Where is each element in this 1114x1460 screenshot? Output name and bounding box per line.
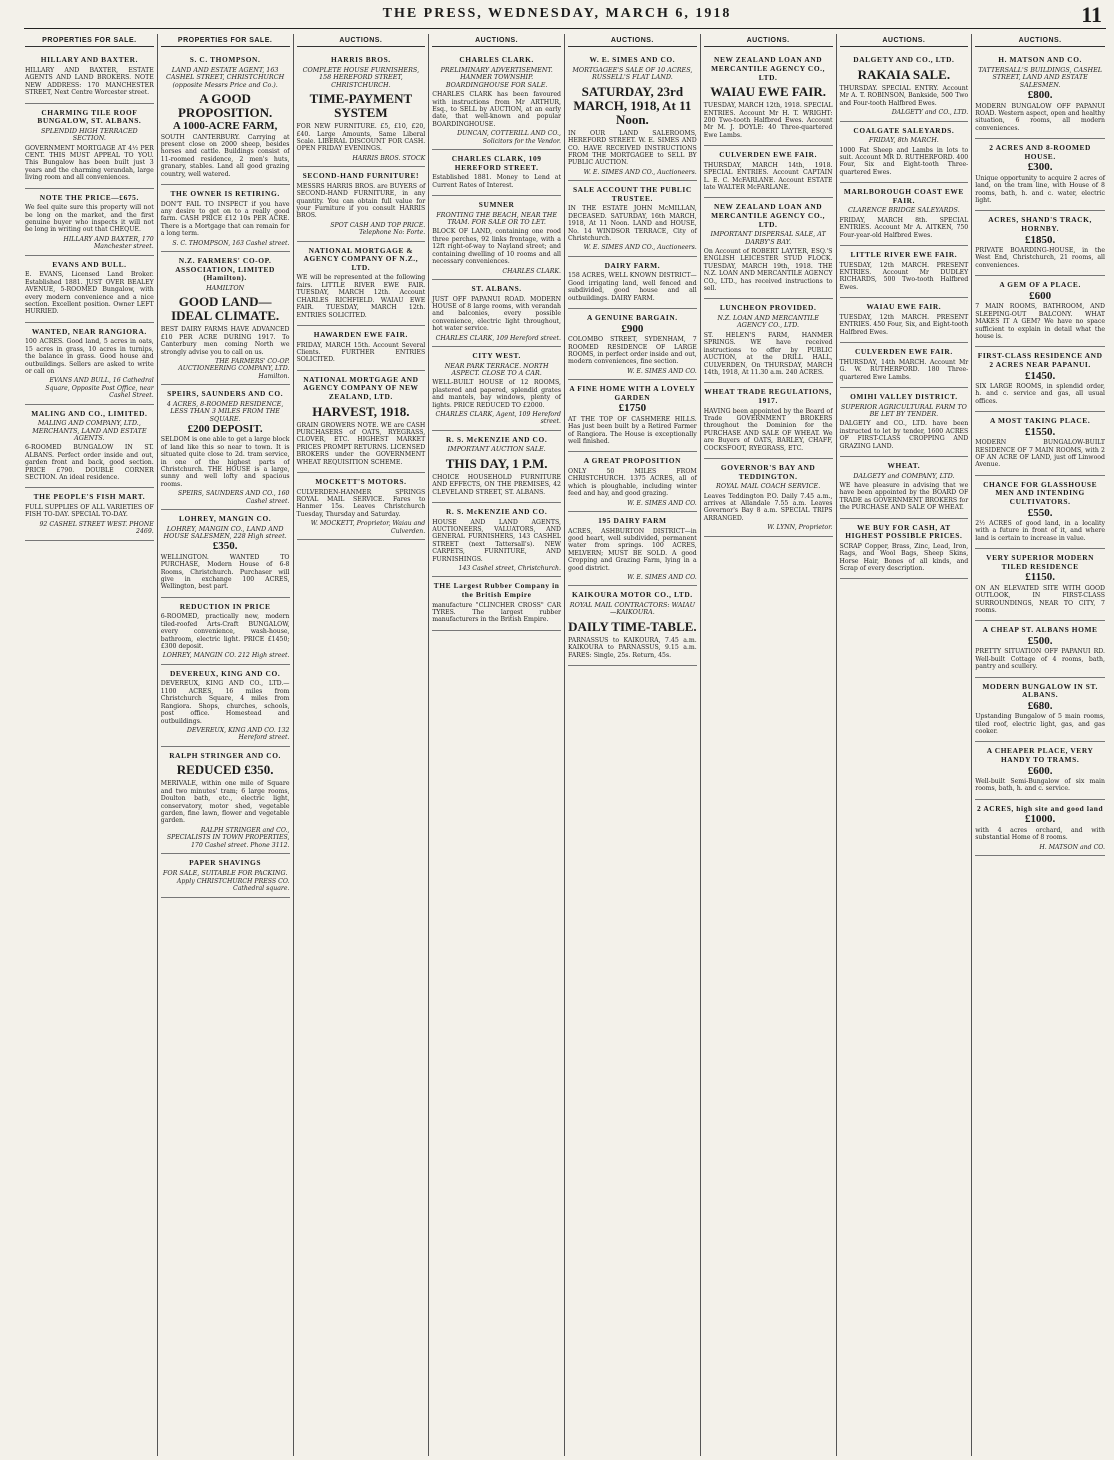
ad-heading: MOCKETT'S MOTORS. <box>315 476 407 486</box>
ad-heading: FIRST-CLASS RESIDENCE AND 2 ACRES NEAR PAPANUI. <box>977 351 1103 369</box>
ad-heading: HAWARDEN EWE FAIR. <box>313 329 408 339</box>
ad-display-line: GOOD LAND—IDEAL CLIMATE. <box>171 294 280 324</box>
ad-signature: LOHREY, MANGIN CO. 212 High street. <box>162 652 290 660</box>
column-4 <box>429 34 565 1456</box>
ad-heading: LUNCHEON PROVIDED. <box>719 303 817 313</box>
ad-subheading: DALGETY and COMPANY, LTD. <box>853 471 955 480</box>
ad-subheading: FRIDAY, 8th MARCH. <box>868 136 939 145</box>
ad-signature: DALGETY and CO., LTD. <box>891 109 969 117</box>
ad-body-text: On Account of ROBERT LAYTER, ESQ.'S ENGLISH LEICESTER STUD FLOCK. TUESDAY, MARCH 19th, 1918. THE N.Z. LOAN AND MERCANTILE AGENCY CO., LTD., has received instructions to sell. <box>703 248 833 293</box>
ad-subheading: CLARENCE BRIDGE SALEYARDS. <box>848 206 960 215</box>
ad-subheading: NEAR PARK TERRACE. NORTH ASPECT. CLOSE TO A CAR. <box>444 361 549 377</box>
ad-price: £200 DEPOSIT. <box>187 422 263 435</box>
ad-display-line: THIS DAY, 1 P.M. <box>445 455 548 471</box>
ad-body-text: HOUSE AND LAND AGENTS, AUCTIONEERS, VALUATORS, AND GENERAL FURNISHERS, 143 CASHEL STREET (next Tattersall's). NEW CARPETS, FURNITURE, AND FURNISHINGS. <box>432 518 561 563</box>
ad-heading: LITTLE RIVER EWE FAIR. <box>850 250 958 260</box>
ad-body-text: SCRAP Copper, Brass, Zinc, Lead, Iron, Rags, and Wool Bags, Sheep Skins, Horse Hair, Bones of all kinds, and Scrap of every description. <box>839 542 969 572</box>
ad-body-text: We feel quite sure this property will not be long on the market, and the first genuine buyer who inspects it will not be long in writing out that CHEQUE. <box>25 204 154 234</box>
ad-signature: THE FARMERS' CO-OP. AUCTIONEERING COMPANY, LTD. Hamilton. <box>178 357 290 380</box>
ad-subheading: MALING AND COMPANY, LTD., MERCHANTS, LAND AND ESTATE AGENTS. <box>32 419 147 442</box>
ad-display-line: A GOOD PROPOSITION. <box>177 91 273 121</box>
ad-price: £800. <box>1027 89 1053 102</box>
ad-price: £1450. <box>1025 369 1056 382</box>
ad-signature: W. MOCKETT, Proprietor, Waiau and Culverden. <box>310 520 426 535</box>
ad-body-text: MODERN BUNGALOW-BUILT RESIDENCE OF 7 MAIN ROOMS, with 2 OF AN ACRE OF LAND, just off Linwood Avenue. <box>975 439 1105 469</box>
ad-heading: MARLBOROUGH COAST EWE FAIR. <box>843 187 964 205</box>
advertisement <box>432 51 561 150</box>
advertisement <box>568 380 697 452</box>
advertisement <box>704 198 833 299</box>
ad-display-line: TIME-PAYMENT SYSTEM <box>309 91 413 121</box>
column-3 <box>294 34 430 1456</box>
ad-body-text: WE have pleasure in advising that we have been appointed by the BOARD OF TRADE as GOVERNMENT BROKERS for the PURCHASE AND SALE OF WHEAT. <box>839 481 969 512</box>
advertisement <box>975 800 1105 856</box>
ad-body-text: with 4 acres orchard, and with substantial Home of 8 rooms. <box>975 826 1105 842</box>
ad-heading: R. S. McKENZIE AND CO. <box>445 434 548 444</box>
ad-subheading: FOR SALE, SUITABLE FOR PACKING. <box>162 868 288 877</box>
advertisement <box>432 347 561 431</box>
advertisement <box>432 577 561 630</box>
ad-heading: 2 ACRES, high site and good land <box>977 803 1104 813</box>
ad-body-text: WELLINGTON. WANTED TO PURCHASE, Modern House of 6-8 Rooms, Christchurch. Purchaser will give in exchange 100 ACRES, Wellington, best part. <box>160 553 290 591</box>
ad-signature: 92 CASHEL STREET WEST. PHONE 2469. <box>39 520 154 536</box>
advertisement <box>975 51 1105 139</box>
ad-signature: H. MATSON and CO. <box>1039 843 1105 851</box>
ad-heading: CHANCE FOR GLASSHOUSE MEN AND INTENDING CULTIVATORS. <box>983 479 1098 506</box>
advertisement <box>568 512 697 586</box>
advertisement <box>975 476 1105 549</box>
ad-price: £300. <box>1027 161 1053 174</box>
column-heading: AUCTIONS. <box>568 34 697 47</box>
ad-heading: COALGATE SALEYARDS. <box>853 125 955 135</box>
ad-body-text: THURSDAY. SPECIAL ENTRY. Account Mr A. T. ROBINSON, Bankside, 500 Two and Four-tooth Halfbred Ewes. <box>839 85 969 107</box>
ad-body-text: GOVERNMENT MORTGAGE AT 4½ PER CENT. THIS MUST APPEAL TO YOU. This Bungalow has been built just 3 years and the charming verandah, large living room and all conveniences. <box>25 144 154 182</box>
ad-body-text: BLOCK OF LAND, containing one rood three perches, 92 links frontage, with a 12ft right-of-way to Nayland street; and containing dwelling of 10 rooms and all necessary conveniences. <box>432 228 561 266</box>
column-heading: PROPERTIES FOR SALE. <box>25 34 154 47</box>
ad-heading: WHEAT. <box>887 460 921 470</box>
ad-heading: A FINE HOME WITH A LOVELY GARDEN <box>569 384 696 402</box>
advertisement <box>161 185 290 252</box>
ad-body-text: ON AN ELEVATED SITE WITH GOOD OUTLOOK, IN FIRST-CLASS SURROUNDINGS, NEAR TO CITY, 7 rooms. <box>975 584 1105 614</box>
ad-body-text: 6-ROOMED BUNGALOW IN ST. ALBANS. Perfect order inside and out, garden front and back, good section. PRICE £790. DOUBLE CORNER SECTION. An ideal residence. <box>25 444 154 481</box>
ad-heading: THE Largest Rubber Company in the British Empire <box>433 581 560 600</box>
ad-heading: THE PEOPLE'S FISH MART. <box>33 492 146 502</box>
advertisement <box>161 252 290 385</box>
ad-body-text: Well-built Semi-Bungalow of six main rooms, bath, h. and c. service. <box>975 778 1105 793</box>
ad-body-text: FRIDAY, MARCH 15th. Account Several Clients. FURTHER ENTRIES SOLICITED. <box>296 341 426 364</box>
ad-heading: 2 ACRES AND 8-ROOMED HOUSE. <box>989 143 1091 161</box>
ad-heading: RALPH STRINGER AND CO. <box>169 750 281 760</box>
column-7 <box>837 34 973 1456</box>
ad-subheading: HAMILTON <box>206 283 245 292</box>
ad-body-text: IN OUR LAND SALEROOMS, HEREFORD STREET. W. E. SIMES AND CO. HAVE RECEIVED INSTRUCTIONS FROM THE MORTGAGEE to SELL BY PUBLIC AUCTION. <box>568 129 697 167</box>
ad-heading: DALGETY AND CO., LTD. <box>853 55 955 65</box>
advertisement <box>161 747 290 854</box>
ad-subheading: LAND AND ESTATE AGENT, 163 CASHEL STREET, CHRISTCHURCH (opposite Messrs Price and Co.). <box>166 66 285 89</box>
ad-heading: WE BUY FOR CASH, AT HIGHEST POSSIBLE PRICES. <box>845 522 963 541</box>
ad-heading: PAPER SHAVINGS <box>189 857 262 867</box>
ad-body-text: DALGETY and CO., LTD. have been instructed to let by tender, 1600 ACRES OF FIRST-CLASS CROPPING AND GRAZING LAND. <box>839 420 969 450</box>
ad-heading: A GREAT PROPOSITION <box>583 456 682 466</box>
advertisement <box>297 473 426 540</box>
ad-subheading: 4 ACRES, 8-ROOMED RESIDENCE, LESS THAN 3 MILES FROM THE SQUARE. <box>166 399 284 423</box>
ad-subheading: MORTGAGEE'S SALE OF 10 ACRES, RUSSELL'S FLAT LAND. <box>572 66 693 82</box>
ad-signature: W. LYNN, Proprietor. <box>767 524 833 532</box>
column-heading: AUCTIONS. <box>297 34 426 47</box>
advertisement <box>161 854 290 898</box>
advertisement <box>432 150 561 196</box>
ad-subheading: SUPERIOR AGRICULTURAL FARM TO BE LET BY TENDER. <box>840 402 967 418</box>
ad-price: £1150. <box>1025 571 1055 584</box>
ad-price: £600. <box>1027 764 1053 777</box>
advertisement <box>432 503 561 577</box>
ad-signature: W. E. SIMES AND CO. <box>627 574 697 581</box>
ad-heading: CHARLES CLARK. <box>459 55 534 65</box>
ad-body-text: BEST DAIRY FARMS HAVE ADVANCED £10 PER ACRE DURING 1917. To Canterbury men coming North we strongly advise you to call on us. <box>160 326 290 356</box>
ad-body-text: HAVING been appointed by the Board of Trade GOVERNMENT BROKERS throughout the Dominion for the PURCHASE AND SALE OF WHEAT. We are Buyers of OATS, BARLEY, CHAFF, COCKSFOOT, RYEGRASS, ETC. <box>703 407 833 452</box>
ad-subheading: COMPLETE HOUSE FURNISHERS, 158 HEREFORD STREET, CHRISTCHURCH. <box>302 66 420 89</box>
page-number: 11 <box>1081 2 1102 27</box>
ad-heading: NOTE THE PRICE—£675. <box>39 192 139 202</box>
advertisement <box>840 388 969 457</box>
ad-price: £550. <box>1027 506 1053 519</box>
ad-display-line: DAILY TIME-TABLE. <box>568 618 697 634</box>
ad-heading: SUMNER <box>478 200 515 210</box>
ad-body-text: SELDOM is one able to get a large block of land like this so near to town. It is situated quite close to 2d. tram service, in one of the highest parts of Christchurch. THE HOUSE is a large, sunny and well lofty and spacious rooms. <box>160 436 290 488</box>
advertisement <box>975 678 1105 743</box>
ad-signature: HARRIS BROS. STOCK <box>352 154 426 162</box>
column-heading: AUCTIONS. <box>704 34 833 47</box>
ad-signature: CHARLES CLARK, 109 Hereford street. <box>435 334 561 342</box>
ad-body-text: IN THE ESTATE JOHN McMILLAN, DECEASED. SATURDAY, 16th MARCH, 1918, At 11 Noon. LAND and HOUSE, No. 14 WINDSOR TERRACE, City of Christchurch. <box>568 205 697 243</box>
ad-price: £1000. <box>1025 813 1056 826</box>
ad-heading: A CHEAPER PLACE, VERY HANDY TO TRAMS. <box>986 746 1094 764</box>
ad-subheading: IMPORTANT DISPERSAL SALE, AT DARBY'S BAY. <box>710 230 826 246</box>
masthead-title: THE PRESS, WEDNESDAY, MARCH 6, 1918 <box>382 6 732 21</box>
advertisement <box>161 510 290 598</box>
ad-heading: SECOND-HAND FURNITURE! <box>302 171 420 181</box>
ad-heading: GOVERNOR'S BAY AND TEDDINGTON. <box>720 462 816 481</box>
ad-heading: ST. ALBANS. <box>471 283 522 293</box>
ad-subheading: FRONTING THE BEACH, NEAR THE TRAM. FOR SALE OR TO LET. <box>436 210 558 227</box>
advertisement <box>432 431 561 503</box>
ad-heading: HARRIS BROS. <box>330 55 391 65</box>
advertisement <box>432 196 561 280</box>
ad-body-text: manufacture "CLINCHER CROSS" CAR TYRES. The largest rubber manufacturers in the British Empire. <box>432 601 561 624</box>
ad-body-text: DON'T FAIL TO INSPECT if you have any desire to get on to a really good farm. CASH PRICE £12 10s PER ACRE. There is a Mortgage that can remain for a long term. <box>160 200 290 238</box>
advertisement <box>704 459 833 537</box>
advertisement <box>25 189 154 256</box>
ad-price: £900 <box>621 322 644 335</box>
ad-body-text: CULVERDEN-HANMER SPRINGS ROYAL MAIL SERVICE. Fares to Hanmer 15s. Leaves Christchurch Tuesday, Thursday and Saturday. <box>296 488 426 518</box>
ad-body-text: MESSRS HARRIS BROS. are BUYERS of SECOND-HAND FURNITURE, in any quantity. You can obtain full value for your Furniture if you consult HARRIS BROS. <box>296 182 426 220</box>
ad-heading: KAIKOURA MOTOR CO., LTD. <box>571 590 693 600</box>
ad-body-text: PRETTY SITUATION OFF PAPANUI RD. Well-built Cottage of 4 rooms, bath, pantry and scullery. <box>975 648 1105 671</box>
ad-body-text: 1000 Fat Sheep and Lambs in lots to suit. Account MR D. RUTHERFORD. 400 Four, Six and Eight-tooth Three-quartered Ewes. <box>839 146 969 176</box>
advertisement <box>25 405 154 489</box>
ad-body-text: Unique opportunity to acquire 2 acres of land, on the tram line, with House of 8 rooms, bath, h. and c. water, electric light. <box>975 174 1105 205</box>
ad-body-text: FULL SUPPLIES OF ALL VARIETIES OF FISH TO-DAY. SPECIAL TO-DAY. <box>25 504 154 519</box>
ad-heading: EVANS AND BULL. <box>52 259 127 269</box>
ad-body-text: 100 ACRES. Good land, 5 acres in oats, 15 acres in grass, 10 acres in turnips, the balance in grass. Good house and outbuildings. Sellers are asked to write or call on <box>25 338 154 375</box>
ad-body-text: HILLARY AND BAXTER, ESTATE AGENTS AND LAND BROKERS. NOTE NEW ADDRESS: 170 MANCHESTER STREET, Next Centre Worcester street. <box>25 67 154 97</box>
advertisement <box>975 549 1105 621</box>
advertisement <box>568 257 697 309</box>
ad-signature: W. E. SIMES AND CO. <box>627 499 697 507</box>
ad-signature: S. C. THOMPSON, 163 Cashel street. <box>172 239 290 247</box>
ad-signature: Apply CHRISTCHURCH PRESS CO. Cathedral square. <box>176 877 290 893</box>
ad-body-text: 6-ROOMED, practically new, modern tiled-roofed Arts-Craft BUNGALOW, every convenience, wash-house, bathroom, electric light. PRICE £1450; £300 deposit. <box>160 613 290 651</box>
ad-body-text: 2½ ACRES of good land, in a locality with a future in front of it, and where land is certain to increase in value. <box>975 519 1105 542</box>
ad-heading: 195 DAIRY FARM <box>598 515 667 525</box>
ad-subheading: ROYAL MAIL CONTRACTORS: WAIAU—KAIKOURA. <box>569 601 695 617</box>
ad-subheading: TATTERSALL'S BUILDINGS, CASHEL STREET, LAND AND ESTATE SALESMEN. <box>978 66 1102 89</box>
advertisement <box>568 51 697 181</box>
advertisement <box>25 488 154 540</box>
ad-body-text: MODERN BUNGALOW OFF PAPANUI ROAD. Western aspect, open and healthy situation, 6 rooms, all modern conveniences. <box>975 102 1105 132</box>
ad-heading: S. C. THOMPSON. <box>189 55 261 65</box>
advertisement <box>975 211 1105 276</box>
column-8 <box>972 34 1108 1456</box>
ad-price: £1750 <box>618 402 647 415</box>
ad-body-text: MERIVALE, within one mile of Square and two minutes' tram; 6 large rooms, Doulton bath, etc., electric light, conservatory, motor shed, vegetable garden, fine lawn, flower and vegetable garden. <box>160 780 290 825</box>
ad-body-text: SIX LARGE ROOMS, in splendid order, h. and c. service and gas, all usual offices. <box>975 382 1105 405</box>
ad-body-text: E. EVANS, Licensed Land Broker. Established 1881. JUST OVER BEALEY AVENUE, 5-ROOMED Bungalow, with every modern convenience and a nice section. Excellent position. Owner LEFT HURRIED. <box>25 271 154 316</box>
ad-price: A 1000-ACRE FARM, <box>172 120 278 133</box>
ad-signature: CHARLES CLARK, Agent, 109 Hereford street. <box>435 410 561 426</box>
ad-heading: CHARLES CLARK, 109 HEREFORD STREET. <box>451 154 542 172</box>
ad-heading: HILLARY AND BAXTER. <box>40 55 139 65</box>
advertisement <box>704 383 833 459</box>
advertisement <box>975 742 1105 799</box>
advertisement <box>568 309 697 380</box>
ad-body-text: AT THE TOP OF CASHMERE HILLS. Has just been built by a Retired Farmer of Rangiora. The House is exceptionally well finished. <box>568 415 697 445</box>
ad-heading: H. MATSON AND CO. <box>998 55 1083 65</box>
ad-body-text: GRAIN GROWERS NOTE. WE are CASH PURCHASERS of OATS, RYEGRASS, CLOVER, ETC. HIGHEST MARKET PRICES PROMPT RETURNS. LICENSED BROKERS under the GOVERNMENT WHEAT REQUISITION SCHEME. <box>296 421 426 466</box>
masthead <box>0 0 1114 34</box>
ad-heading: DAIRY FARM. <box>604 260 661 270</box>
ad-heading: MODERN BUNGALOW IN ST. ALBANS. <box>982 681 1098 700</box>
advertisement <box>840 343 969 388</box>
ad-heading: N.Z. FARMERS' CO-OP. ASSOCIATION, LIMITED (Hamilton). <box>175 256 275 283</box>
ad-body-text: ACRES, ASHBURTON DISTRICT—in good heart, well subdivided, permanent water from springs. 100 ACRES, MELVERN; MUST BE SOLD. A good Cropping and Grazing Farm, lying in a good district. <box>568 527 697 572</box>
ad-subheading: PRELIMINARY ADVERTISEMENT. HANMER TOWNSHIP. BOARDINGHOUSE FOR SALE. <box>440 66 553 89</box>
advertisement <box>297 242 426 326</box>
ad-display-line: REDUCED £350. <box>176 762 274 778</box>
ad-heading: SPEIRS, SAUNDERS AND CO. <box>167 389 284 399</box>
advertisement <box>161 665 290 747</box>
ad-subheading: IMPORTANT AUCTION SALE. <box>447 445 546 454</box>
ad-signature: DUNCAN, COTTERILL AND CO., Solicitors for the Vendor. <box>457 130 561 145</box>
ad-price: £1550. <box>1025 425 1056 438</box>
advertisement <box>704 299 833 383</box>
ad-signature: 143 Cashel street, Christchurch. <box>458 565 561 573</box>
column-heading: PROPERTIES FOR SALE. <box>161 34 290 47</box>
ad-signature: W. E. SIMES AND CO., Auctioneers. <box>583 168 697 176</box>
ad-heading: MALING AND CO., LIMITED. <box>31 408 148 418</box>
ad-body-text: PARNASSUS to KAIKOURA, 7.45 a.m. KAIKOURA to PARNASSUS, 9.15 a.m. FARES: Single, 25s. Return, 45s. <box>568 636 697 659</box>
ad-body-text: TUESDAY, 12th MARCH. PRESENT ENTRIES. Account Mr DUDLEY RICHARDS, 500 Two-tooth Halfbred Ewes. <box>839 261 969 291</box>
ad-body-text: ST. HELEN'S FARM, HANMER SPRINGS. WE have received instructions to offer by PUBLIC AUCTION, at the DRILL HALL, CULVERDEN, On THURSDAY, MARCH 14th, 1918, At 11.30 a.m. 240 ACRES. <box>703 331 833 376</box>
advertisement <box>25 104 154 189</box>
ad-subheading: ROYAL MAIL COACH SERVICE. <box>716 482 821 491</box>
ad-heading: NEW ZEALAND LOAN AND MERCANTILE AGENCY CO., LTD. <box>711 55 826 82</box>
ad-body-text: ONLY 50 MILES FROM CHRISTCHURCH. 1375 ACRES, all of which is ploughable, including winter feed and hay, and good grazing. <box>568 467 697 498</box>
advertisement <box>161 598 290 665</box>
advertisement <box>975 276 1105 347</box>
ad-signature: SPOT CASH AND TOP PRICE. Telephone No: Forte. <box>330 221 426 237</box>
advertisement <box>568 452 697 512</box>
ad-signature: CHARLES CLARK. <box>502 267 561 275</box>
ad-signature: SPEIRS, SAUNDERS AND CO., 160 Cashel street. <box>177 490 290 505</box>
column-heading: AUCTIONS. <box>432 34 561 47</box>
column-5 <box>565 34 701 1456</box>
advertisement <box>568 586 697 666</box>
advertisement <box>840 519 969 580</box>
ad-heading: ACRES, SHAND'S TRACK, HORNBY. <box>988 215 1092 234</box>
ad-body-text: WELL-BUILT HOUSE of 12 ROOMS, plastered and papered, splendid grates and mantels, bay windows, plenty of lights. PRICE REDUCED TO £2000. <box>432 379 561 409</box>
ad-body-text: WE will be represented at the following fairs. LITTLE RIVER EWE FAIR. TUESDAY, MARCH 12th. Account CHARLES RICHFIELD. WAIAU EWE FAIR. TUESDAY, MARCH 12th. ENTRIES SOLICITED. <box>296 274 426 319</box>
ad-heading: CITY WEST. <box>472 350 521 360</box>
ad-heading: A GENUINE BARGAIN. <box>587 313 678 323</box>
advertisement <box>840 298 969 343</box>
ad-display-line: SATURDAY, 23rd MARCH, 1918, At 11 Noon. <box>573 83 692 127</box>
ad-body-text: COLOMBO STREET, SYDENHAM, 7 ROOMED RESIDENCE OF LARGE ROOMS, in perfect order inside and out, modern conveniences, fine section. <box>568 336 697 366</box>
columns <box>22 34 1108 1456</box>
ad-signature: HILLARY AND BAXTER, 170 Manchester street. <box>63 235 154 251</box>
ad-body-text: SOUTH CANTERBURY. Carrying at present close on 2000 sheep, besides horses and cattle. Buildings consist of 11-roomed residence, 2 men's huts, granary, stables. Land all good grazing country, well watered. <box>160 133 290 178</box>
column-heading: AUCTIONS. <box>840 34 969 47</box>
advertisement <box>25 256 154 323</box>
ad-body-text: FRIDAY, MARCH 8th. SPECIAL ENTRIES. Account Mr A. AITKEN, 750 Four-year-old Halfbred Ewes. <box>839 216 969 239</box>
ad-heading: NEW ZEALAND LOAN AND MERCANTILE AGENCY CO., LTD. <box>711 202 826 229</box>
ad-signature: EVANS AND BULL, 16 Cathedral Square, Opposite Post Office, near Cashel Street. <box>45 377 154 400</box>
column-2 <box>158 34 294 1456</box>
ad-heading: CULVERDEN EWE FAIR. <box>719 150 818 160</box>
advertisement <box>840 183 969 246</box>
column-6 <box>701 34 837 1456</box>
ad-body-text: Upstanding Bungalow of 5 main rooms, tiled roof, electric light, gas, and gas cooker. <box>975 713 1105 735</box>
advertisement <box>297 371 426 473</box>
ad-price: £680. <box>1027 699 1053 712</box>
advertisement <box>975 621 1105 677</box>
ad-display-line: HARVEST, 1918. <box>312 403 410 419</box>
ad-price: £1850. <box>1025 233 1056 246</box>
ad-body-text: THURSDAY, 14th MARCH. Account Mr G. W. RUTHERFORD. 180 Three-quartered Ewe Lambs. <box>839 358 969 381</box>
ad-signature: W. E. SIMES AND CO. <box>627 367 697 375</box>
masthead-rule <box>24 28 1106 29</box>
ad-heading: NATIONAL MORTGAGE AND AGENCY COMPANY OF NEW ZEALAND, LTD. <box>303 374 419 401</box>
advertisement <box>840 51 969 121</box>
advertisement <box>840 122 969 184</box>
ad-heading: DEVEREUX, KING AND CO. <box>169 668 281 678</box>
ad-body-text: TUESDAY, MARCH 12th, 1918. SPECIAL ENTRIES. Account Mr H. T. WRIGHT: 200 Two-tooth Halfbred Ewes. Account Mr M. J. DOYLE: 40 Three-quartered Ewe Lambs. <box>703 102 833 139</box>
ad-heading: NATIONAL MORTGAGE & AGENCY COMPANY OF N.Z., LTD. <box>303 245 419 272</box>
advertisement <box>297 51 426 167</box>
ad-heading: OMIHI VALLEY DISTRICT. <box>850 391 958 401</box>
ad-signature: W. E. SIMES AND CO., Auctioneers. <box>583 244 697 252</box>
ad-heading: REDUCTION IN PRICE <box>179 601 271 611</box>
ad-heading: R. S. McKENZIE AND CO. <box>445 507 548 516</box>
advertisement <box>840 246 969 298</box>
ad-heading: W. E. SIMES AND CO. <box>589 55 676 65</box>
ad-body-text: CHOICE HOUSEHOLD FURNITURE AND EFFECTS, ON THE PREMISES, 42 CLEVELAND STREET, ST. ALBANS. <box>432 473 561 496</box>
ad-price: £350. <box>212 540 238 553</box>
ad-subheading: LOHREY, MANGIN CO., LAND AND HOUSE SALESMEN, 228 High street. <box>163 524 287 540</box>
ad-heading: CULVERDEN EWE FAIR. <box>854 347 953 357</box>
ad-heading: CHARMING TILE ROOF BUNGALOW, ST. ALBANS. <box>37 107 142 126</box>
advertisement <box>568 181 697 257</box>
ad-body-text: TUESDAY, 12th MARCH. PRESENT ENTRIES. 450 Four, Six, and Eight-tooth Halfbred Ewes. <box>839 313 969 336</box>
ad-body-text: CHARLES CLARK has been favoured with instructions from Mr ARTHUR, Esq., to SELL by AUCTION, at an early date, that well-known and popular BOARDINGHOUSE. <box>432 91 561 128</box>
ad-heading: LOHREY, MANGIN CO. <box>179 514 272 523</box>
advertisement <box>975 412 1105 476</box>
ad-subheading: N.Z. LOAN AND MERCANTILE AGENCY CO., LTD. <box>717 314 819 330</box>
advertisement <box>161 385 290 510</box>
ad-body-text: 158 ACRES, WELL KNOWN DISTRICT—Good irrigating land, well fenced and subdivided, good house and all outbuildings. DAIRY FARM. <box>568 272 697 302</box>
ad-heading: VERY SUPERIOR MODERN TILED RESIDENCE <box>986 553 1095 571</box>
ad-price: £600 <box>1029 289 1052 302</box>
advertisement <box>704 51 833 146</box>
ad-subheading: SPLENDID HIGH TERRACED SECTION. <box>41 126 138 143</box>
advertisement <box>975 139 1105 211</box>
ad-heading: A GEM OF A PLACE. <box>999 280 1081 290</box>
advertisement <box>432 280 561 347</box>
advertisement <box>25 323 154 405</box>
ad-body-text: Leaves Teddington P.O. Daily 7.45 a.m., arrives at Allandale 7.55 a.m. Leaves Governor's Bay 8 a.m. SPECIAL TRIPS ARRANGED. <box>703 492 833 522</box>
advertisement <box>297 326 426 371</box>
ad-body-text: JUST OFF PAPANUI ROAD. MODERN HOUSE of 8 large rooms, with verandah and balconies, every possible convenience, electric light throughout, hot water service. <box>432 295 561 333</box>
advertisement <box>704 146 833 198</box>
column-1 <box>22 34 158 1456</box>
ad-heading: WANTED, NEAR RANGIORA. <box>31 326 147 336</box>
advertisement <box>161 51 290 185</box>
ad-heading: WAIAU EWE FAIR. <box>866 302 942 312</box>
ad-body-text: Established 1881. Money to Lend at Current Rates of Interest. <box>432 174 561 189</box>
ad-heading: A MOST TAKING PLACE. <box>989 416 1091 426</box>
ad-signature: RALPH STRINGER and CO., SPECIALISTS IN TOWN PROPERTIES, 170 Cashel street. Phone 3112. <box>166 826 290 849</box>
ad-heading: THE OWNER IS RETIRING. <box>170 189 280 199</box>
ad-body-text: DEVEREUX, KING AND CO., LTD.—1100 ACRES, 16 miles from Christchurch Square, 4 miles from Rangiora. Shops, churches, schools, post office. Homestead and outbuildings. <box>160 680 290 725</box>
ad-display-line: WAIAU EWE FAIR. <box>710 84 826 100</box>
advertisement <box>975 347 1105 412</box>
ad-body-text: THURSDAY, MARCH 14th, 1918. SPECIAL ENTRIES. Account CAPTAIN L. E. C. McFARLANE. Account ESTATE late WALTER McFARLANE. <box>703 161 833 192</box>
advertisement <box>297 167 426 241</box>
ad-display-line: RAKAIA SALE. <box>857 67 951 82</box>
advertisement <box>25 51 154 103</box>
ad-heading: A CHEAP ST. ALBANS HOME <box>982 625 1098 635</box>
ad-body-text: FOR NEW FURNITURE. £5, £10, £20, £40. Large Amounts, Same Liberal Scale. LIBERAL DISCOUNT FOR CASH. OPEN FRIDAY EVENINGS. <box>296 123 426 153</box>
ad-heading: SALE ACCOUNT THE PUBLIC TRUSTEE. <box>572 185 692 203</box>
ad-signature: DEVEREUX, KING AND CO. 132 Hereford street. <box>186 726 290 742</box>
ad-heading: WHEAT TRADE REGULATIONS, 1917. <box>704 387 832 405</box>
ad-price: £500. <box>1027 634 1053 647</box>
ad-body-text: 7 MAIN ROOMS, BATHROOM, AND SLEEPING-OUT BALCONY. WHAT MAKES IT A GEM? We have no space sufficient to explain in detail what the house is. <box>975 303 1105 340</box>
ad-body-text: PRIVATE BOARDING-HOUSE, in the West End, Christchurch, 21 rooms, all conveniences. <box>975 247 1105 269</box>
advertisement <box>840 457 969 519</box>
column-heading: AUCTIONS. <box>975 34 1105 47</box>
